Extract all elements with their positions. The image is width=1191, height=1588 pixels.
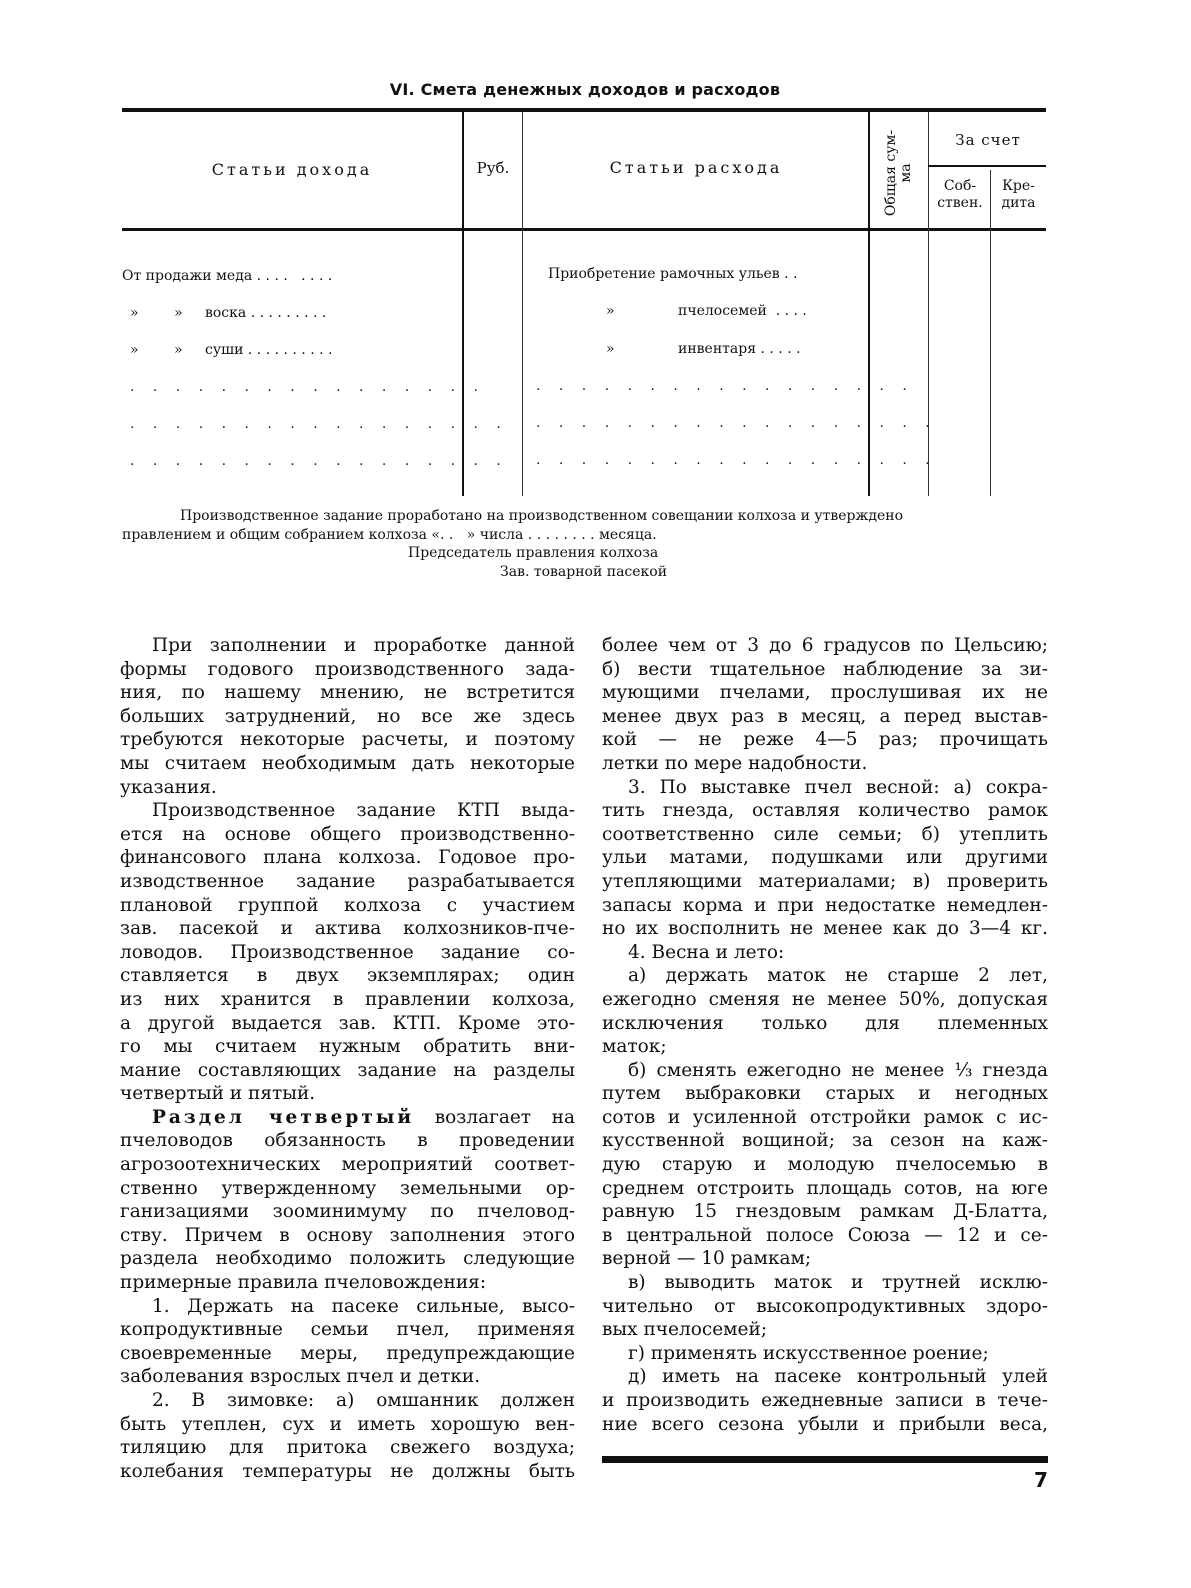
chairman-signature-label: Председатель правления колхоза [408,545,659,561]
text-line: заболевания взрослых пчел и детки. [120,1366,481,1388]
apiary-head-signature-label: Зав. товарной пасекой [500,564,668,580]
footer-rule [602,1456,1048,1463]
section-reference-emphasis: Раздел четвертый [152,1106,415,1128]
table-header-rule [122,228,1046,231]
text-line: 1. Держать на пасеке сильные, высо- [152,1295,575,1317]
text-line: 4. Весна и лето: [628,941,785,963]
text-line: запасы корма и при недостатке немедлен- [602,894,1048,916]
text-line: ежегодно сменяя не менее 50%, допуская [602,988,1048,1010]
header-rub: Руб. [476,159,510,177]
column-divider [522,112,523,496]
text-line: и производить ежедневные записи в тече- [602,1390,1048,1411]
table-top-rule [122,108,1046,112]
text-line: 2. В зимовке: а) омшанник должен [152,1390,575,1411]
column-divider [868,112,870,496]
text-line: а) держать маток не старше 2 лет, [628,965,1048,987]
text-line: своевременные меры, предупреждающие [120,1342,575,1364]
text-line: летки по мере надобности. [602,752,868,774]
text-line: изводственное задание разрабатывается [120,870,575,892]
text-line: ственно утвержденному земельными ор- [120,1177,575,1199]
header-total-sum: Общая сум- ма [883,129,914,217]
text-line: верной — 10 рамкам; [602,1248,812,1270]
text-line: среднем отстроить площадь сотов, на юге [602,1177,1048,1199]
section-title: VI. Смета денежных доходов и расходов [389,80,781,99]
text-line: г) применять искусственное роение; [628,1342,989,1364]
income-row-blank: . . . . . . . . . . . . . . . . . [130,453,508,469]
text-line: а другой выдается зав. КТП. Кроме это- [120,1012,575,1034]
expense-row-blank: . . . . . . . . . . . . . . . . . [536,378,914,394]
column-divider [990,170,991,496]
text-line: маток; [602,1036,667,1058]
text-line: финансового плана колхоза. Годовое про- [120,847,575,869]
income-row-blank: . . . . . . . . . . . . . . . . [130,379,485,395]
header-own: Соб- ствен. [937,178,983,211]
text-line: требуются некоторые расчеты, и поэтому [120,729,575,751]
text-line: утепляющими материалами; в) проверить [602,870,1048,892]
text-line: кой — не реже 4—5 раз; прочищать [602,729,1048,751]
text-line: зав. пасекой и актива колхозников-пче- [120,918,575,940]
approval-line-1: Производственное задание проработано на производственном совещании колхоза и утверждено [180,508,904,524]
header-funded-by: За счет [955,131,1021,149]
expense-row: » [606,341,615,357]
body-column-right [602,634,1048,1436]
text-line: исключения только для племенных [602,1012,1048,1034]
text-line: ставляется в двух экземплярах; один [120,965,575,987]
text-line: быть утеплен, сух и иметь хорошую вен- [120,1413,575,1435]
text-line: мы считаем необходимым дать некоторые [120,752,575,774]
text-line: вых пчелосемей; [602,1319,768,1341]
expense-row-blank: . . . . . . . . . . . . . . . . . . [536,452,937,468]
text-line: б) сменять ежегодно не менее ⅓ гнезда [628,1059,1048,1081]
text-line: дую старую и молодую пчелосемью в [602,1154,1048,1176]
text-line: больших затруднений, но все же здесь [120,705,575,727]
text-line: формы годового производственного зада- [120,658,575,680]
text-line: ние всего сезона убыли и прибыли веса, [602,1413,1048,1435]
page-number: 7 [1034,1468,1048,1492]
header-expense-items: Статьи расхода [609,158,783,177]
text-line: При заполнении и проработке данной [152,635,575,656]
expense-row: инвентаря . . . . . [678,341,801,357]
text-line: ству. Причем в основу заполнения этого [120,1224,575,1246]
text-line: сотов и усиленной отстройки рамок с ис- [602,1106,1048,1128]
text-line: ульи матами, подушками или другими [602,847,1048,869]
text-line: колебания температуры не должны быть [120,1460,575,1482]
column-divider [928,112,929,496]
income-row: » » суши . . . . . . . . . . [130,342,333,358]
funded-by-rule [928,165,1046,167]
text-line: ганизациями зооминимуму по пчеловод- [120,1201,575,1223]
text-line: Производственное задание КТП выда- [152,800,575,822]
income-row: » » воска . . . . . . . . . [130,305,327,321]
text-line: в центральной полосе Союза — 12 и се- [602,1224,1048,1246]
text-line: ния, по нашему мнению, не встретится [120,682,575,704]
text-line: ется на основе общего производственно- [120,823,575,845]
expense-row: Приобретение рамочных ульев . . [548,266,798,282]
text-line: указания. [120,776,217,798]
text-line: примерные правила пчеловождения: [120,1272,487,1294]
text-line: четвертый и пятый. [120,1083,316,1105]
text-line: соответственно силе семьи; б) утеплить [602,823,1048,845]
header-income-items: Статьи дохода [211,160,373,179]
text-line: 3. По выставке пчел весной: а) сокра- [628,776,1048,798]
text-line: чительно от высокопродуктивных здоро- [602,1295,1048,1317]
text-line: копродуктивные семьи пчел, применяя [120,1319,575,1341]
text-line: кусственной вощиной; за сезон на каж- [602,1130,1048,1152]
text-line: раздела необходимо положить следующие [120,1248,575,1270]
text-line: го мы считаем нужным обратить вни- [120,1036,575,1058]
text-line: мующими пчелами, прослушивая их не [602,682,1048,704]
text-line: но их восполнить не менее как до 3—4 кг. [602,918,1048,940]
text-line: из них хранится в правлении колхоза, [120,988,575,1010]
text-line: ловодов. Производственное задание со- [120,941,575,963]
text-line: плановой группой колхоза с участием [120,894,575,916]
approval-line-2: правлением и общим собранием колхоза «. . » числа . . . . . . . . месяца. [122,527,657,543]
expense-row: » [606,303,615,319]
text-line: Раздел четвертый возлагает на [152,1106,576,1128]
expense-row: пчелосемей . . . . [678,303,807,319]
budget-table [122,108,1046,496]
income-row-blank: . . . . . . . . . . . . . . . . . [130,416,508,432]
text-line: менее двух раз в месяц, а перед выстав- [602,705,1048,727]
text-line: б) вести тщательное наблюдение за зи- [602,658,1048,680]
text-line: тиляцию для притока свежего воздуха; [120,1437,575,1459]
body-column-left [120,634,575,1483]
text-line: более чем от 3 до 6 градусов по Цельсию; [602,635,1048,656]
header-credit: Кре- дита [1001,178,1036,211]
expense-row-blank: . . . . . . . . . . . . . . . . . . [536,415,937,431]
text-line: мание составляющих задание на разделы [120,1059,575,1081]
text-line: путем выбраковки старых и негодных [602,1083,1048,1105]
income-row: От продажи меда . . . . . . . . [122,268,333,284]
text-line: пчеловодов обязанность в проведении [120,1130,575,1152]
text-line: тить гнезда, оставляя количество рамок [602,800,1048,822]
text-line: равную 15 гнездовым рамкам Д-Блатта, [602,1201,1048,1223]
text-line: д) иметь на пасеке контрольный улей [628,1366,1048,1388]
text-line: в) выводить маток и трутней исклю- [628,1272,1048,1294]
text-line: агрозоотехнических мероприятий соответ- [120,1154,575,1176]
